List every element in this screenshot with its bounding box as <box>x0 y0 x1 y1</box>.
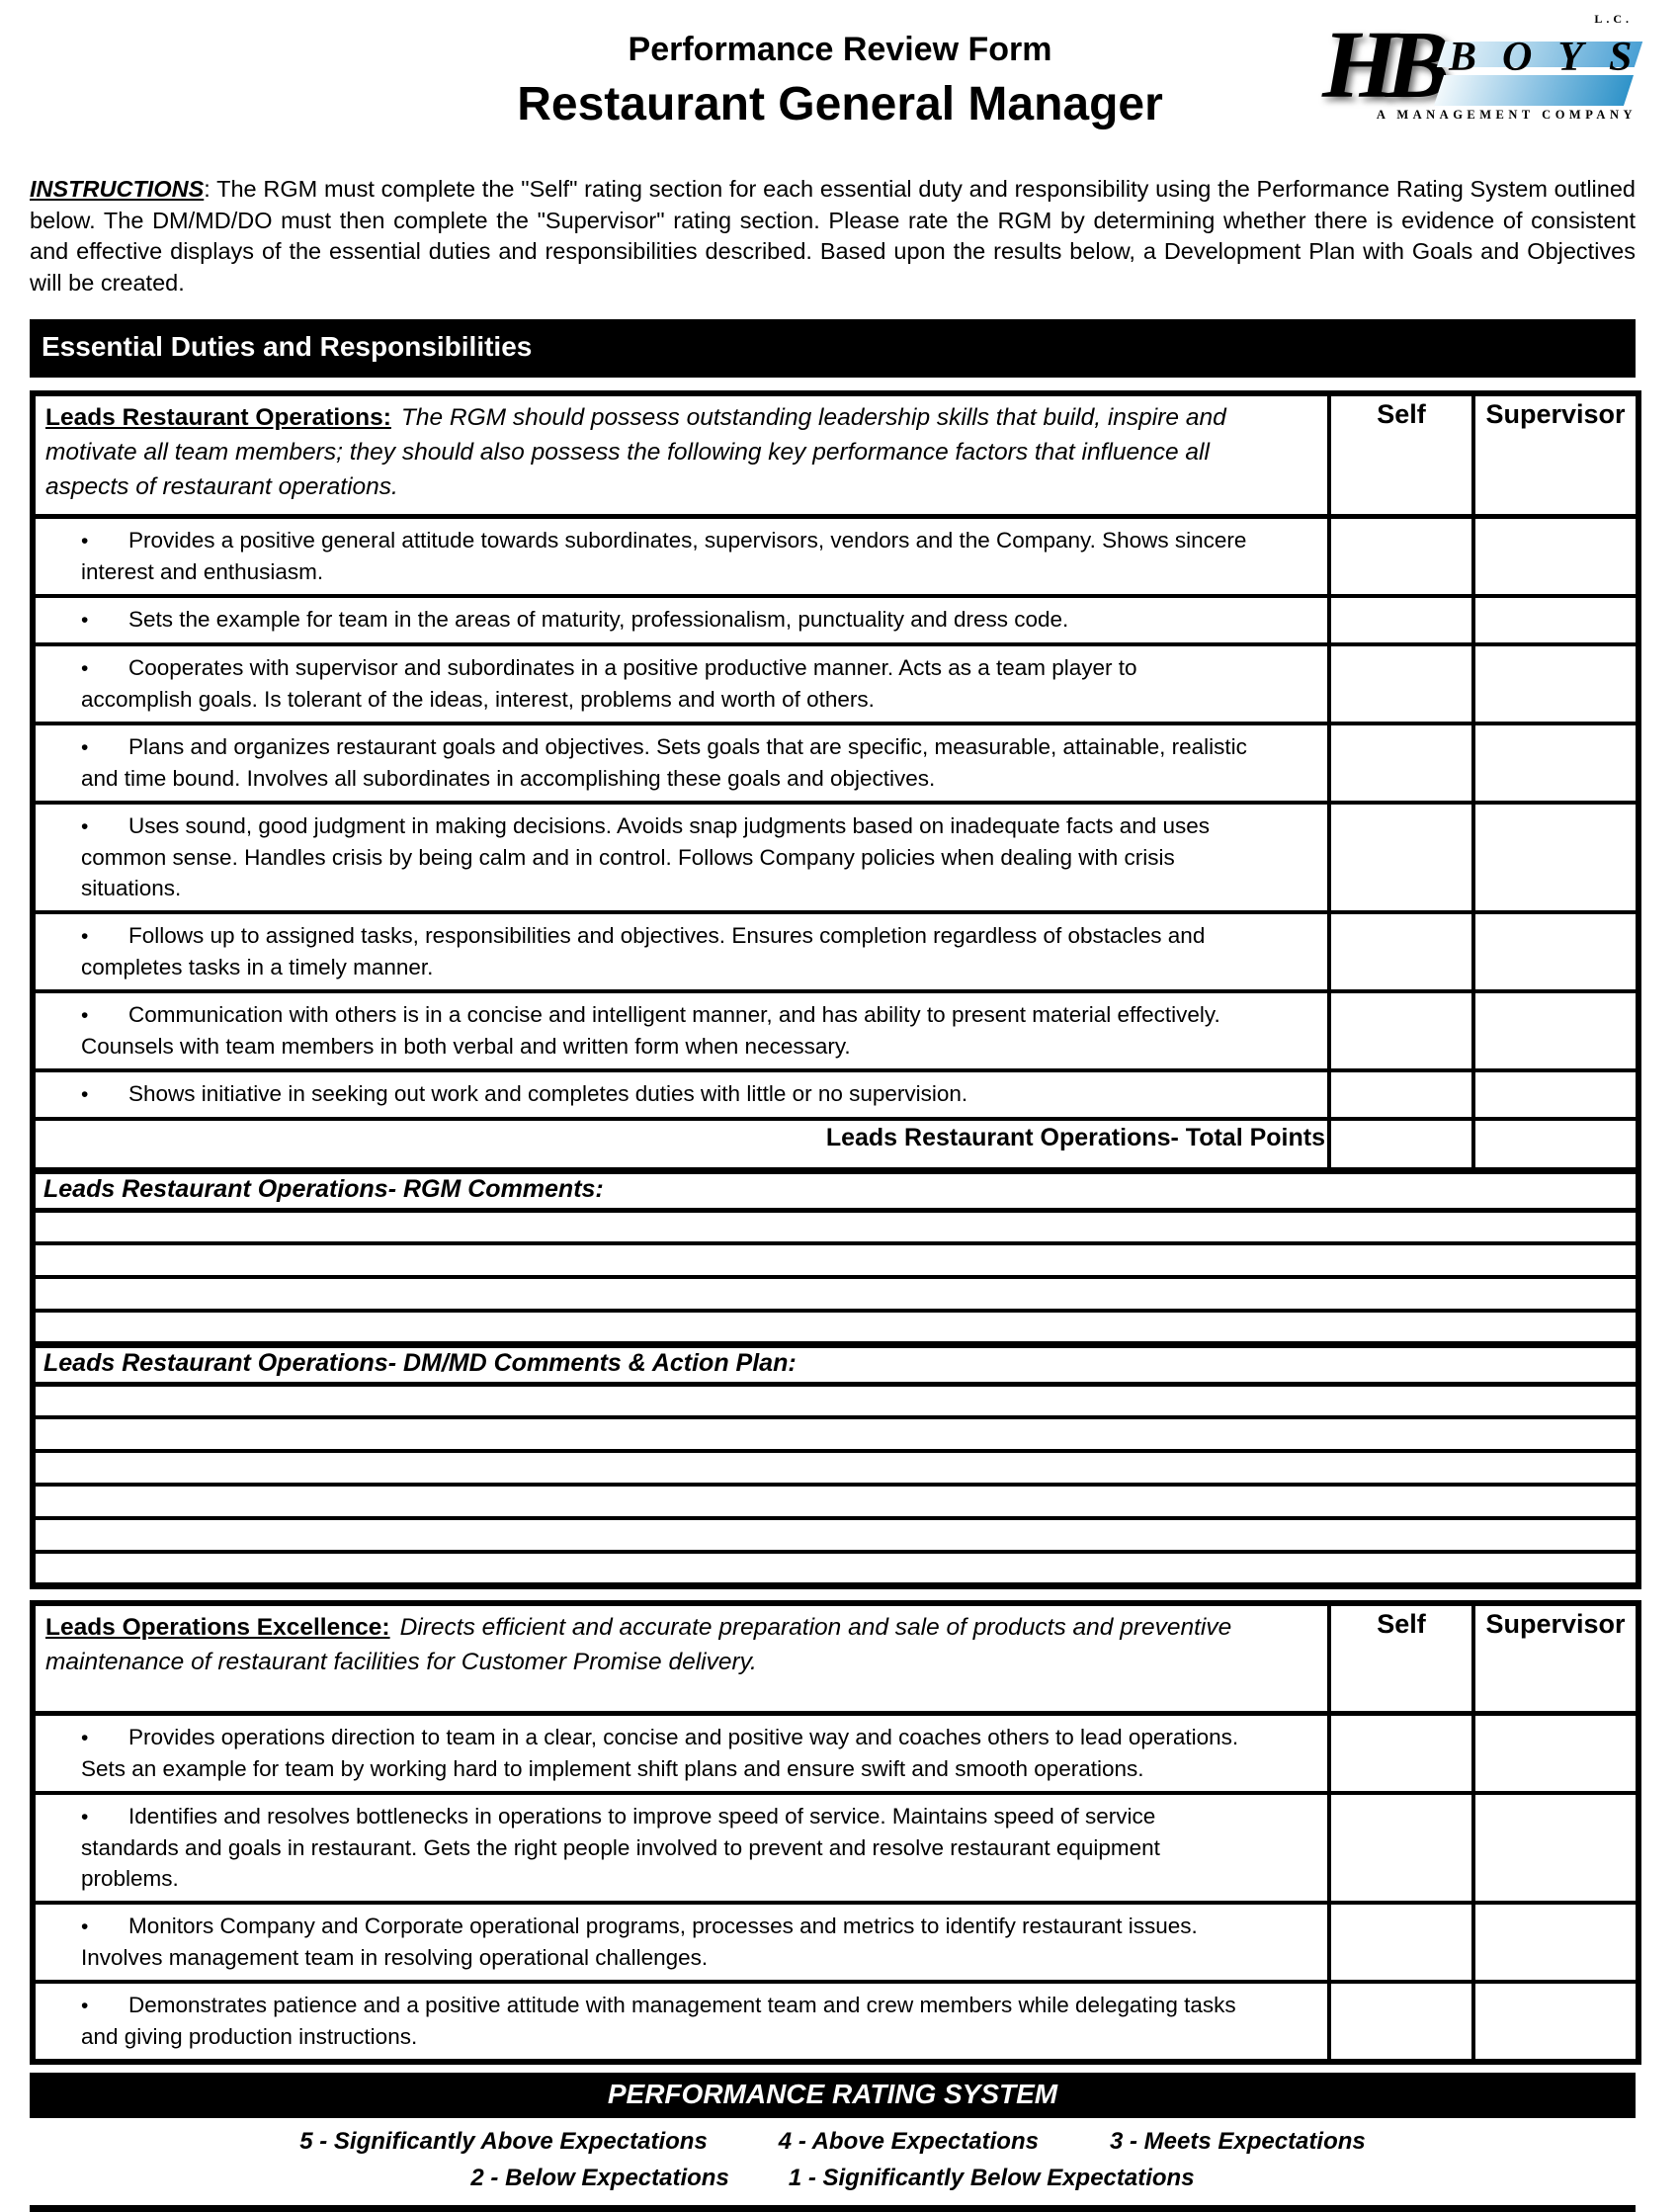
rating-1: 1 - Significantly Below Expectations <box>788 2165 1195 2191</box>
duty-row <box>33 1982 1638 2062</box>
rating-system-title: PERFORMANCE RATING SYSTEM <box>30 2073 1636 2118</box>
comment-row <box>33 1243 1638 1277</box>
section-header-row <box>33 393 1638 517</box>
self-rating-cell[interactable] <box>1329 803 1473 912</box>
bullet-icon: • <box>81 1727 89 1749</box>
duty-text: • Uses sound, good judgment in making decisions. Avoids snap judgments based on inadequate facts and uses common sense. Handles crisis by being calm and in control. Follows Company policies when dealing with crisis situations. <box>33 803 1329 912</box>
comment-line[interactable] <box>33 1451 1638 1485</box>
comment-line[interactable] <box>33 1277 1638 1311</box>
duty-row <box>33 1903 1638 1982</box>
bullet-icon: • <box>81 1915 89 1938</box>
rating-2: 2 - Below Expectations <box>470 2165 729 2191</box>
leads-operations-excellence-table <box>30 1600 1641 2066</box>
total-points-label: Leads Restaurant Operations- Total Points <box>33 1119 1329 1170</box>
comment-row <box>33 1210 1638 1243</box>
comment-row <box>33 1311 1638 1344</box>
comment-row <box>33 1485 1638 1518</box>
supervisor-rating-cell[interactable] <box>1473 644 1638 723</box>
duty-text: • Sets the example for team in the areas of maturity, professionalism, punctuality and dress code. <box>33 596 1329 644</box>
comment-line[interactable] <box>33 1384 1638 1417</box>
duty-row <box>33 1793 1638 1903</box>
duty-text: • Shows initiative in seeking out work and completes duties with little or no supervision. <box>33 1070 1329 1119</box>
dm-comments-label: Leads Restaurant Operations- DM/MD Comments & Action Plan: <box>33 1344 1638 1384</box>
instructions-label: INSTRUCTIONS <box>30 176 205 202</box>
supervisor-rating-cell[interactable] <box>1473 1793 1638 1903</box>
supervisor-rating-cell[interactable] <box>1473 1070 1638 1119</box>
supervisor-rating-cell[interactable] <box>1473 723 1638 803</box>
self-rating-cell[interactable] <box>1329 596 1473 644</box>
supervisor-rating-cell[interactable] <box>1473 1982 1638 2062</box>
company-logo <box>1322 12 1658 123</box>
comment-row <box>33 1552 1638 1585</box>
leads-restaurant-operations-table <box>30 390 1641 1589</box>
bullet-icon: • <box>81 609 89 632</box>
comment-row <box>33 1277 1638 1311</box>
self-rating-cell[interactable] <box>1329 1714 1473 1794</box>
section-description: Directs efficient and accurate preparation and sale of products and preventive maintenance of restaurant facilities for Customer Promise delivery. <box>45 1613 1232 1675</box>
duty-row <box>33 517 1638 597</box>
self-rating-cell[interactable] <box>1329 1793 1473 1903</box>
logo-tagline: A MANAGEMENT COMPANY <box>1376 108 1637 122</box>
supervisor-rating-cell[interactable] <box>1473 991 1638 1070</box>
section-header-row <box>33 1603 1638 1714</box>
self-rating-cell[interactable] <box>1329 723 1473 803</box>
comment-line[interactable] <box>33 1485 1638 1518</box>
self-rating-cell[interactable] <box>1329 644 1473 723</box>
duty-text: • Plans and organizes restaurant goals and objectives. Sets goals that are specific, measurable, attainable, realistic and time bound. Involves all subordinates in accomplishing these goals and objectives. <box>33 723 1329 803</box>
duty-text: • Demonstrates patience and a positive attitude with management team and crew members while delegating tasks and giving production instructions. <box>33 1982 1329 2062</box>
supervisor-rating-cell[interactable] <box>1473 803 1638 912</box>
bullet-icon: • <box>81 815 89 838</box>
duty-row <box>33 991 1638 1070</box>
comment-line[interactable] <box>33 1243 1638 1277</box>
comment-line[interactable] <box>33 1210 1638 1243</box>
self-column-header: Self <box>1329 1603 1473 1714</box>
duty-text: • Cooperates with supervisor and subordinates in a positive productive manner. Acts as a team player to accomplish goals. Is tolerant of the ideas, interest, problems and worth of others. <box>33 644 1329 723</box>
self-rating-cell[interactable] <box>1329 1982 1473 2062</box>
bullet-icon: • <box>81 736 89 759</box>
rating-5: 5 - Significantly Above Expectations <box>299 2128 708 2155</box>
form-subtitle: Restaurant General Manager <box>517 78 1163 130</box>
form-title: Performance Review Form <box>628 31 1052 68</box>
self-total-cell[interactable] <box>1329 1119 1473 1170</box>
duty-text: • Follows up to assigned tasks, responsibilities and objectives. Ensures completion regardless of obstacles and completes tasks in a timely manner. <box>33 912 1329 991</box>
supervisor-column-header: Supervisor <box>1473 1603 1638 1714</box>
section-description: The RGM should possess outstanding leadership skills that build, inspire and motivate all team members; they should also possess the following key performance factors that influence all aspects of restaurant operations. <box>45 404 1226 500</box>
self-rating-cell[interactable] <box>1329 991 1473 1070</box>
bullet-icon: • <box>81 1083 89 1106</box>
self-rating-cell[interactable] <box>1329 1070 1473 1119</box>
supervisor-rating-cell[interactable] <box>1473 1714 1638 1794</box>
rating-scale-row-2 <box>30 2160 1636 2196</box>
self-column-header: Self <box>1329 393 1473 517</box>
logo-boys-text: BOYS <box>1449 35 1658 80</box>
comment-row <box>33 1518 1638 1552</box>
bullet-icon: • <box>81 1004 89 1027</box>
bullet-icon: • <box>81 1806 89 1829</box>
instructions-text: : The RGM must complete the "Self" rating section for each essential duty and responsibility using the Performance Rating System outlined below. The DM/MD/DO must then complete the "Supervisor" rating section. Please rate the RGM by determining whether there is evidence of consistent and effective displays of the essential duties and responsibilities described. Based upon the results below, a Development Plan with Goals and Objectives will be created. <box>30 176 1636 296</box>
duty-text: • Monitors Company and Corporate operational programs, processes and metrics to identify restaurant issues. Involves management team in resolving operational challenges. <box>33 1903 1329 1982</box>
self-rating-cell[interactable] <box>1329 1903 1473 1982</box>
total-points-row <box>33 1119 1638 1170</box>
self-rating-cell[interactable] <box>1329 517 1473 597</box>
comment-line[interactable] <box>33 1518 1638 1552</box>
duty-text: • Provides a positive general attitude towards subordinates, supervisors, vendors and the Company. Shows sincere interest and enthusiasm. <box>33 517 1329 597</box>
dm-comments-header-row <box>33 1344 1638 1384</box>
bullet-icon: • <box>81 1995 89 2017</box>
duty-row <box>33 912 1638 991</box>
supervisor-total-cell[interactable] <box>1473 1119 1638 1170</box>
duty-row <box>33 644 1638 723</box>
duty-text: • Communication with others is in a concise and intelligent manner, and has ability to present material effectively. Counsels with team members in both verbal and written form when necessary. <box>33 991 1329 1070</box>
duty-row <box>33 1714 1638 1794</box>
duty-row <box>33 723 1638 803</box>
section-description-cell <box>33 393 1329 517</box>
section-title: Leads Operations Excellence: <box>45 1613 390 1641</box>
rating-4: 4 - Above Expectations <box>778 2128 1039 2155</box>
section-title: Leads Restaurant Operations: <box>45 404 391 431</box>
comment-line[interactable] <box>33 1417 1638 1451</box>
logo-monogram: HB <box>1322 12 1439 119</box>
rating-scale-row-1 <box>30 2123 1636 2160</box>
supervisor-rating-cell[interactable] <box>1473 596 1638 644</box>
rating-scale-lines <box>30 2118 1636 2205</box>
bullet-icon: • <box>81 925 89 948</box>
comment-line[interactable] <box>33 1552 1638 1585</box>
essential-duties-section-bar: Essential Duties and Responsibilities <box>30 319 1636 378</box>
bullet-icon: • <box>81 530 89 553</box>
self-rating-cell[interactable] <box>1329 912 1473 991</box>
rgm-comments-label: Leads Restaurant Operations- RGM Comments: <box>33 1170 1638 1210</box>
logo-lc-text: L.C. <box>1594 12 1633 26</box>
instructions-paragraph <box>30 174 1636 298</box>
rgm-comments-header-row <box>33 1170 1638 1210</box>
performance-rating-system <box>30 2073 1636 2212</box>
supervisor-rating-cell[interactable] <box>1473 1903 1638 1982</box>
duty-text: • Identifies and resolves bottlenecks in operations to improve speed of service. Maintains speed of service standards and goals in restaurant. Gets the right people involved to prevent and resolve restaurant equipment problems. <box>33 1793 1329 1903</box>
duty-row <box>33 1070 1638 1119</box>
supervisor-column-header: Supervisor <box>1473 393 1638 517</box>
rating-3: 3 - Meets Expectations <box>1109 2128 1366 2155</box>
comment-row <box>33 1384 1638 1417</box>
duty-row <box>33 596 1638 644</box>
duty-text: • Provides operations direction to team in a clear, concise and positive way and coaches others to lead operations. Sets an example for team by working hard to implement shift plans and ensure swift and smooth operations. <box>33 1714 1329 1794</box>
comment-line[interactable] <box>33 1311 1638 1344</box>
supervisor-rating-cell[interactable] <box>1473 517 1638 597</box>
supervisor-rating-cell[interactable] <box>1473 912 1638 991</box>
comment-row <box>33 1451 1638 1485</box>
comment-row <box>33 1417 1638 1451</box>
bullet-icon: • <box>81 657 89 680</box>
duty-row <box>33 803 1638 912</box>
section-description-cell <box>33 1603 1329 1714</box>
